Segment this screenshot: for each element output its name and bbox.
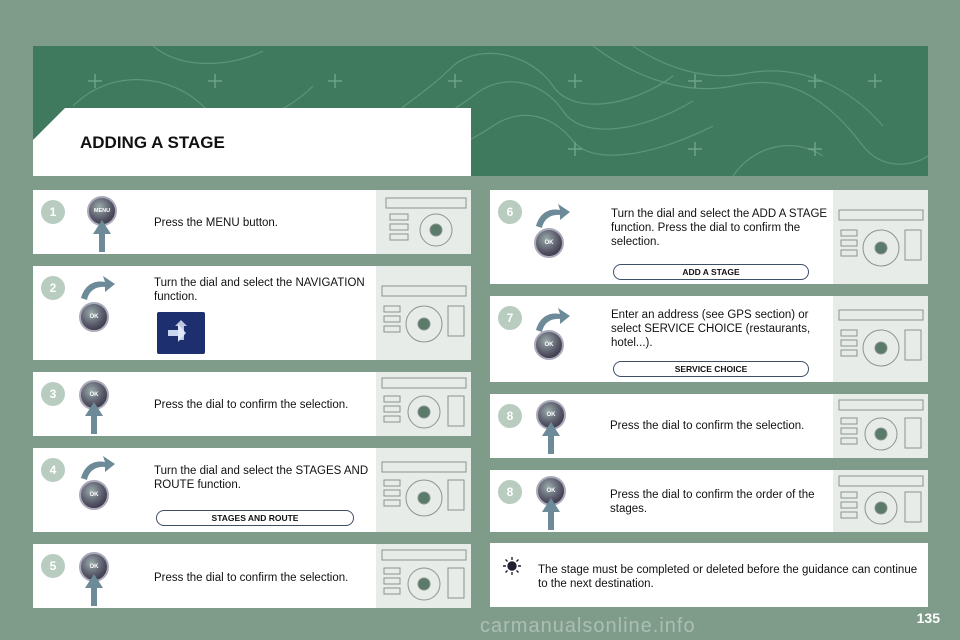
step-1 (33, 190, 471, 254)
step-8-order (490, 470, 928, 532)
step-text: Turn the dial and select the NAVIGATION function. (154, 277, 365, 303)
navigation-function-icon (157, 312, 205, 354)
radio-panel-icon (376, 544, 471, 608)
watermark: carmanualsonline.info (480, 615, 696, 637)
radio-panel-icon (376, 190, 471, 254)
step-text: Turn the dial and select the STAGES AND ROUTE function. (154, 465, 369, 491)
turn-arrow-icon (534, 202, 570, 228)
step-2 (33, 266, 471, 360)
light-bulb-icon (500, 555, 524, 579)
step-number: 8 (498, 404, 522, 428)
step-4 (33, 448, 471, 532)
ok-dial-icon: OK (79, 302, 109, 332)
step-number: 7 (498, 306, 522, 330)
step-text: Press the dial to confirm the order of the stages. (610, 489, 815, 515)
step-text: Press the dial to confirm the selection. (154, 399, 349, 411)
turn-arrow-icon (79, 454, 115, 480)
step-text: Press the dial to confirm the selection. (610, 420, 805, 432)
page-number: 135 (916, 610, 940, 626)
radio-panel-icon (376, 372, 471, 436)
stages-and-route-option: STAGES AND ROUTE (156, 510, 354, 526)
step-3 (33, 372, 471, 436)
ok-dial-icon: OK (79, 480, 109, 510)
ok-dial-icon: OK (534, 330, 564, 360)
step-8-confirm (490, 394, 928, 458)
ok-dial-icon: OK (79, 552, 109, 582)
step-number: 5 (41, 554, 65, 578)
radio-panel-icon (833, 394, 928, 458)
radio-panel-icon (833, 190, 928, 284)
turn-arrow-icon (534, 306, 570, 332)
step-5 (33, 544, 471, 608)
ok-dial-icon: OK (536, 400, 566, 430)
step-text: Press the MENU button. (154, 217, 278, 229)
turn-arrow-icon (79, 274, 115, 300)
step-number: 4 (41, 458, 65, 482)
radio-panel-icon (833, 296, 928, 382)
ok-dial-icon: OK (534, 228, 564, 258)
step-text: Turn the dial and select the ADD A STAGE function. Press the dial to confirm the selection. (611, 208, 828, 248)
info-note (490, 543, 928, 607)
info-text: The stage must be completed or deleted before the guidance can continue to the next destination. (538, 564, 918, 590)
radio-panel-icon (376, 266, 471, 360)
step-number: 2 (41, 276, 65, 300)
menu-button-icon: MENU (87, 196, 117, 226)
step-6 (490, 190, 928, 284)
press-arrow-icon (542, 498, 560, 530)
step-number: 8 (498, 480, 522, 504)
step-text: Enter an address (see GPS section) or select SERVICE CHOICE (restaurants, hotel...). (611, 309, 811, 349)
step-7 (490, 296, 928, 382)
step-text: Press the dial to confirm the selection. (154, 572, 349, 584)
press-arrow-icon (85, 402, 103, 434)
step-number: 6 (498, 200, 522, 224)
press-arrow-icon (542, 422, 560, 454)
add-a-stage-option: ADD A STAGE (613, 264, 809, 280)
step-number: 1 (41, 200, 65, 224)
ok-dial-icon: OK (79, 380, 109, 410)
page-title: ADDING A STAGE (80, 133, 225, 152)
press-arrow-icon (85, 574, 103, 606)
radio-panel-icon (833, 470, 928, 532)
step-number: 3 (41, 382, 65, 406)
press-arrow-icon (93, 220, 111, 252)
service-choice-option: SERVICE CHOICE (613, 361, 809, 377)
radio-panel-icon (376, 448, 471, 532)
ok-dial-icon: OK (536, 476, 566, 506)
